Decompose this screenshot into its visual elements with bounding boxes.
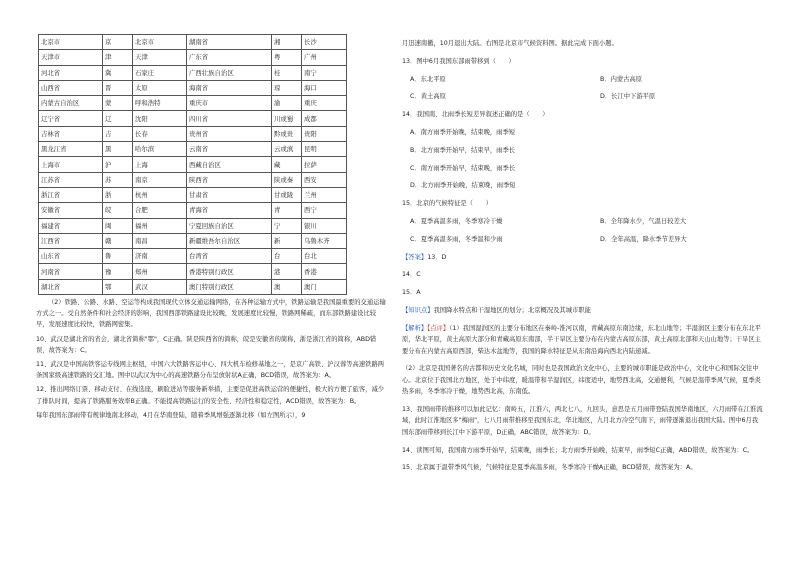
table-cell: 鲁 [103, 249, 133, 264]
table-cell: 浙江省 [39, 187, 103, 202]
table-cell: 黑 [103, 142, 133, 157]
comment-tag: 【点评】 [427, 324, 450, 332]
table-cell: 新疆维吾尔自治区 [187, 233, 272, 248]
table-cell: 黑龙江省 [39, 142, 103, 157]
table-cell: 河南省 [39, 264, 103, 279]
answer-14: 14．C [402, 271, 421, 279]
table-cell: 济南 [133, 249, 187, 264]
table-cell: 福建省 [39, 218, 103, 233]
table-cell: 银川 [302, 218, 347, 233]
q14-option-c: C．南方雨季开始早，结束晚，雨季长 [410, 164, 516, 172]
table-cell: 宁夏回族自治区 [187, 218, 272, 233]
table-cell: 贵州省 [187, 126, 272, 141]
table-row [39, 111, 347, 126]
table-cell: 河北省 [39, 65, 103, 80]
table-cell: 台 [272, 249, 302, 264]
table-cell: 湖北省 [39, 279, 103, 294]
knowledge-point [402, 305, 764, 316]
q15-option-a: A．夏季高温多雨，冬季寒冷干燥 [410, 217, 503, 225]
table-cell: 江西省 [39, 233, 103, 248]
table-cell: 杭州 [133, 187, 187, 202]
q15-option-c: C．夏季高温多雨，冬季温和少雨 [410, 235, 503, 243]
table-cell: 兰州 [302, 187, 347, 202]
table-cell: 北京市 [133, 35, 187, 50]
analysis-14: 14、读图可知，我国南方雨季开始早，结束晚，雨季长；北方雨季开始晚，结束早，雨季短C正确，ABD错误，故答案为：C。 [402, 446, 754, 454]
table-cell: 鄂 [103, 279, 133, 294]
table-cell: 贵阳 [302, 126, 347, 141]
table-row [39, 126, 347, 141]
q14-option-a: A．南方雨季开始晚，结束晚，雨季短 [410, 128, 516, 136]
paragraph-q12: 12、推出网络订票、移动支付、在线选座，刷脸进站等服务新举措，主要是促进高铁运营的便捷性，极大的方便了旅客，减少了排队时间，提高了铁路服务效率B正确。不能提高铁路运行的安全性、经济性和稳定性，ACD错误，故答案为：B。 [36, 386, 385, 405]
table-cell: 合肥 [133, 203, 187, 218]
table-cell: 台湾省 [187, 249, 272, 264]
table-cell: 广州 [302, 50, 347, 65]
table-cell: 重庆 [302, 96, 347, 111]
table-row [39, 218, 347, 233]
q15-option-d: D．全年高温，降水季节差异大 [600, 235, 687, 243]
table-cell: 海口 [302, 80, 347, 95]
question-15: 15．北京的气候特征是（ ） [402, 200, 492, 208]
q13-option-a: A．东北平原 [410, 75, 446, 83]
q14-options [402, 127, 764, 192]
table-cell: 呼和浩特 [133, 96, 187, 111]
table-cell: 西宁 [302, 203, 347, 218]
table-row [39, 279, 347, 294]
table-cell: 浙 [103, 187, 133, 202]
right-column [402, 38, 764, 480]
table-cell: 青 [272, 203, 302, 218]
table-cell: 四川省 [187, 111, 272, 126]
table-cell: 天津 [133, 50, 187, 65]
table-cell: 甘或陇 [272, 187, 302, 202]
table-cell: 甘肃省 [187, 187, 272, 202]
knowledge-tag: 【知识点】 [402, 306, 434, 314]
paragraph-q11: 11、武汉是中国高铁客运专线网主枢纽，中国六大铁路客运中心、四大机车检修基地之一，是京广高铁、沪汉蓉等高速铁路两条国家级高速铁路的交汇地。图中以武汉为中心的高速铁路分布呈放射状A正确，BCD错误，故答案为：A。 [36, 361, 385, 380]
table-cell: 南宁 [302, 65, 347, 80]
paragraph-q10: 10、武汉是湖北省的省会，湖北省简称"鄂"，C正确。陕是陕西省的简称，皖是安徽省的简称，浙是浙江省的简称，ABD错误，故答案为：C。 [36, 335, 377, 354]
table-cell: 沪 [103, 157, 133, 172]
table-cell: 渝 [272, 96, 302, 111]
table-row [39, 233, 347, 248]
table-cell: 云或滇 [272, 142, 302, 157]
table-cell: 乌鲁木齐 [302, 233, 347, 248]
paragraph-transport: （2）铁路、公路、水路、空运等构成我国现代立体交通运输网络，在各种运输方式中，铁路运输是我国最重要的交通运输方式之一。受自然条件和社会经济的影响，我国西部铁路建设比较晚，发展速度比较慢，铁路网稀疏，而东部铁路建设比较早，发展速度比较快，铁路网密集。 [36, 299, 386, 329]
q15-options-row2 [402, 234, 764, 245]
table-cell: 长沙 [302, 35, 347, 50]
answer-tag: 【答案】 [402, 253, 428, 261]
table-cell: 吉林省 [39, 126, 103, 141]
table-cell: 上海 [133, 157, 187, 172]
question-13: 13．图中6月我国东部雨带移到（ ） [402, 57, 515, 65]
table-cell: 广东省 [187, 50, 272, 65]
table-row [39, 172, 347, 187]
table-cell: 郑州 [133, 264, 187, 279]
table-cell: 湘 [272, 35, 302, 50]
q13-option-d: D．长江中下游平原 [600, 93, 656, 101]
table-cell: 江苏省 [39, 172, 103, 187]
table-cell: 台北 [302, 249, 347, 264]
table-cell: 粤 [272, 50, 302, 65]
table-cell: 澳 [272, 279, 302, 294]
knowledge-text: 我国降水特点和干湿地区的划分；北京概况及其城市职能 [433, 306, 591, 314]
table-cell: 宁 [272, 218, 302, 233]
paragraph-rainbelt-intro: 每年我国东部雨带有规律地南北移动，4月在华南登陆，随着季风增强逐渐北移（如左图所示），9 [36, 411, 306, 419]
table-cell: 川或蜀 [272, 111, 302, 126]
q13-option-b: B．内蒙古高原 [600, 75, 643, 83]
q13-option-c: C．黄土高原 [410, 93, 446, 101]
table-cell: 黔或贵 [272, 126, 302, 141]
table-cell: 北京市 [39, 35, 103, 50]
rainbelt-intro-cont: 月迅速南撤，10月退出大陆。右图是北京市气候资料图。据此完成下面小题。 [402, 40, 618, 47]
table-cell: 香港 [302, 264, 347, 279]
q13-options-row2 [402, 91, 764, 102]
table-cell: 长春 [133, 126, 187, 141]
analysis-15: 15、北京属于温带季风气候，气候特征是夏季高温多雨，冬季寒冷干燥A正确，BCD错误，故答案为：A。 [402, 464, 697, 472]
table-cell: 冀 [103, 65, 133, 80]
q13-options-row1 [402, 74, 764, 85]
q14-option-d: D．北方雨季开始晚，结束晚，雨季短 [410, 182, 516, 190]
table-cell: 内蒙古自治区 [39, 96, 103, 111]
table-cell: 湖南省 [187, 35, 272, 50]
table-cell: 武汉 [133, 279, 187, 294]
table-cell: 沈阳 [133, 111, 187, 126]
table-cell: 新 [272, 233, 302, 248]
left-column [36, 34, 388, 424]
q15-option-b: B．全年降水少，气温日较差大 [600, 217, 687, 225]
table-cell: 港 [272, 264, 302, 279]
table-cell: 吉 [103, 126, 133, 141]
table-cell: 重庆市 [187, 96, 272, 111]
left-explanation [36, 297, 388, 421]
q14-option-b: B．北方雨季开始早，结束早，雨季长 [410, 146, 516, 154]
table-cell: 太原 [133, 80, 187, 95]
analysis-tag: 【解析】 [402, 324, 428, 332]
table-cell: 天津市 [39, 50, 103, 65]
table-row [39, 142, 347, 157]
table-cell: 辽宁省 [39, 111, 103, 126]
table-cell: 上海市 [39, 157, 103, 172]
table-cell: 京 [103, 35, 133, 50]
table-row [39, 187, 347, 202]
table-row [39, 203, 347, 218]
table-cell: 赣 [103, 233, 133, 248]
table-cell: 辽 [103, 111, 133, 126]
table-cell: 澳门特别行政区 [187, 279, 272, 294]
table-cell: 南昌 [133, 233, 187, 248]
table-cell: 哈尔滨 [133, 142, 187, 157]
table-row [39, 35, 347, 50]
table-cell: 苏 [103, 172, 133, 187]
table-cell: 豫 [103, 264, 133, 279]
table-cell: 琼 [272, 80, 302, 95]
table-cell: 拉萨 [302, 157, 347, 172]
table-cell: 蒙 [103, 96, 133, 111]
table-cell: 藏 [272, 157, 302, 172]
table-cell: 云南省 [187, 142, 272, 157]
answer-line-13 [402, 252, 764, 263]
table-cell: 皖 [103, 203, 133, 218]
table-cell: 香港特别行政区 [187, 264, 272, 279]
table-cell: 山西省 [39, 80, 103, 95]
table-cell: 陕西省 [187, 172, 272, 187]
table-row [39, 80, 347, 95]
table-cell: 青海省 [187, 203, 272, 218]
table-row [39, 249, 347, 264]
table-row [39, 65, 347, 80]
analysis-1-text: （1）我国湿润区的主要分布地区在秦岭-淮河以南，青藏高原东南边缘，东北山地等；半湿润区主要分布在东北平原，华北平原，黄土高原大部分和青藏高原东南部，半干旱区主要分布在内蒙古高原东部，黄土高原北部和天山山地等；干旱区主要分布在内蒙古高原西部，柴达木盆地等，我国的降水特征是从东南沿海向西北内陆递减。 [402, 324, 761, 355]
table-cell: 晋 [103, 80, 133, 95]
answer-13: 13．D [427, 253, 447, 261]
table-cell: 津 [103, 50, 133, 65]
analysis-1 [402, 323, 764, 357]
table-cell: 石家庄 [133, 65, 187, 80]
table-cell: 海南省 [187, 80, 272, 95]
table-row [39, 264, 347, 279]
table-cell: 安徽省 [39, 203, 103, 218]
table-cell: 西藏自治区 [187, 157, 272, 172]
table-cell: 桂 [272, 65, 302, 80]
table-row [39, 50, 347, 65]
answer-15: 15．A [402, 289, 421, 297]
table-cell: 福州 [133, 218, 187, 233]
table-cell: 昆明 [302, 142, 347, 157]
table-cell: 澳门 [302, 279, 347, 294]
table-cell: 闽 [103, 218, 133, 233]
table-cell: 南京 [133, 172, 187, 187]
table-row [39, 157, 347, 172]
q15-options-row1 [402, 216, 764, 227]
province-table [38, 34, 347, 295]
analysis-2: （2）北京是我国著名的古都和历史文化名城，同时也是我国政治文化中心，主要的城市职能是政治中心，文化中心和国际交往中心。北京位于我国北方地区，处于中纬度，暖温带和半湿润区，纬度适中，地势西北高，交通便利，气候是温带季风气候，夏季炎热多雨，冬季寒冷干燥，地势西北高，东南低。 [402, 365, 761, 396]
table-cell: 陕或秦 [272, 172, 302, 187]
table-cell: 西安 [302, 172, 347, 187]
table-cell: 成都 [302, 111, 347, 126]
table-cell: 广西壮族自治区 [187, 65, 272, 80]
table-cell: 山东省 [39, 249, 103, 264]
question-14: 14．我国南、北雨季长短差异叙述正确的是（ ） [402, 111, 549, 119]
table-row [39, 96, 347, 111]
analysis-13: 13、我国雨带的推移可以加此记忆：南岭五，江淮六，两北七八，九回头，意思是五月雨带登陆我国华南地区，六月雨带在江淮流域，此时江淮地区多"梅雨"，七八月雨带推移至我国东北，华北地区，九月北方冷空气南下，雨带逐渐退出我国大陆。图中6月我国东部雨带移到长江中下游平原，D正确，ABC错误，故答案为：D。 [402, 405, 763, 436]
